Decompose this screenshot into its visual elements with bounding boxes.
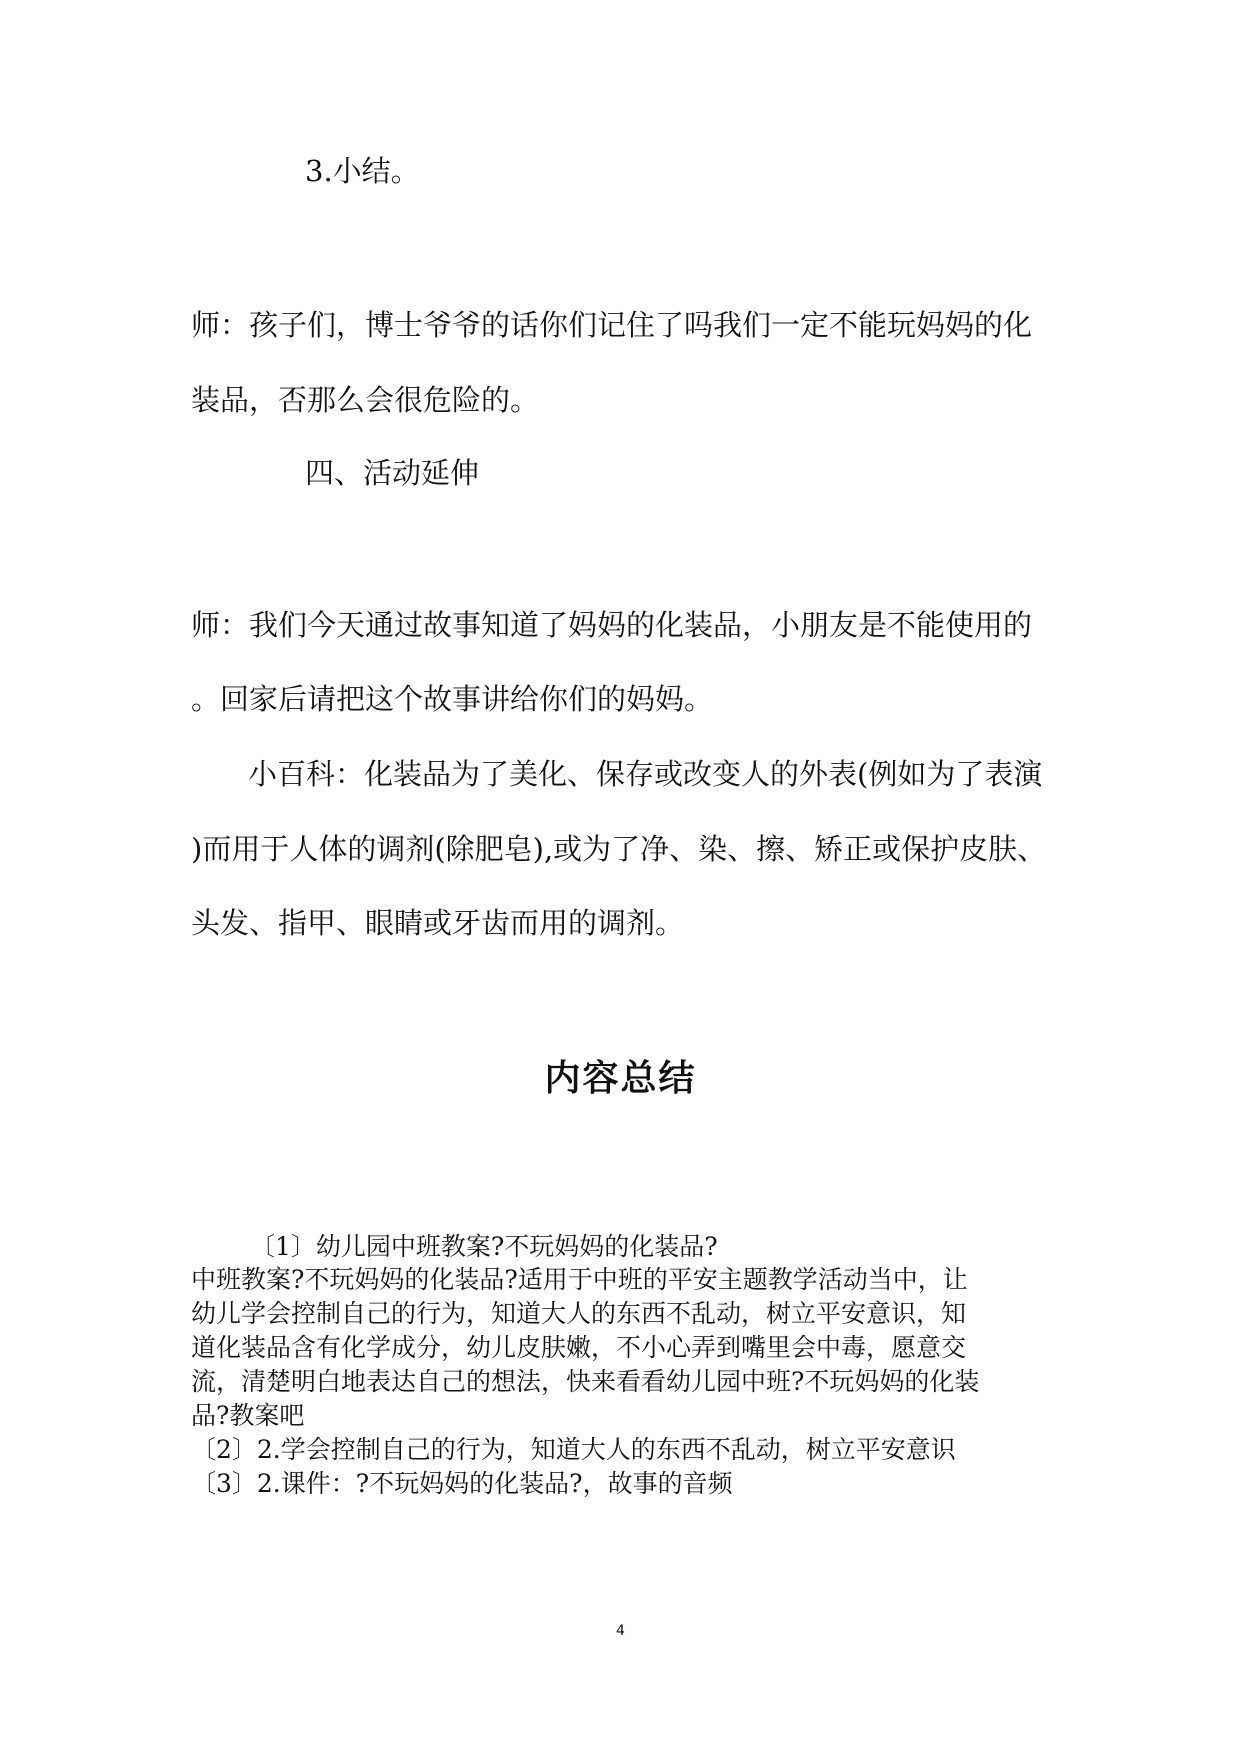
encyclopedia-line-3: 头发、指甲、眼睛或牙齿而用的调剂。 <box>191 906 685 940</box>
page-number: 4 <box>616 1623 625 1639</box>
summary-item-1: 〔1〕幼儿园中班教案?不玩妈妈的化装品? <box>250 1232 718 1261</box>
subsection-heading-summary: 3.小结。 <box>305 154 420 188</box>
teacher-line-2-continued: 。回家后请把这个故事讲给你们的妈妈。 <box>191 682 714 716</box>
summary-item-3: 〔3〕2.课件：?不玩妈妈的化装品?，故事的音频 <box>191 1469 733 1498</box>
summary-text-line: 中班教案?不玩妈妈的化装品?适用于中班的平安主题教学活动当中，让 <box>191 1265 968 1294</box>
teacher-line: 师：孩子们，博士爷爷的话你们记住了吗我们一定不能玩妈妈的化 <box>191 308 1033 342</box>
summary-text-line: 幼儿学会控制自己的行为，知道大人的东西不乱动，树立平安意识，知 <box>191 1299 967 1328</box>
encyclopedia-line: 小百科：化装品为了美化、保存或改变人的外表(例如为了表演 <box>248 757 1043 791</box>
summary-text-line: 流，清楚明白地表达自己的想法，快来看看幼儿园中班?不玩妈妈的化装 <box>191 1367 980 1396</box>
summary-text-line: 道化装品含有化学成分，幼儿皮肤嫩，不小心弄到嘴里会中毒，愿意交 <box>191 1333 967 1362</box>
teacher-line-continued: 装品，否那么会很危险的。 <box>191 383 540 417</box>
section-heading-activity-extension: 四、活动延伸 <box>305 456 480 490</box>
summary-heading: 内容总结 <box>544 1058 697 1099</box>
summary-text-line: 品?教案吧 <box>191 1401 305 1430</box>
teacher-line-2: 师：我们今天通过故事知道了妈妈的化装品，小朋友是不能使用的 <box>191 608 1033 642</box>
summary-item-2: 〔2〕2.学会控制自己的行为，知道大人的东西不乱动，树立平安意识 <box>191 1435 956 1464</box>
encyclopedia-line-2: )而用于人体的调剂(除肥皂),或为了净、染、擦、矫正或保护皮肤、 <box>191 832 1047 866</box>
